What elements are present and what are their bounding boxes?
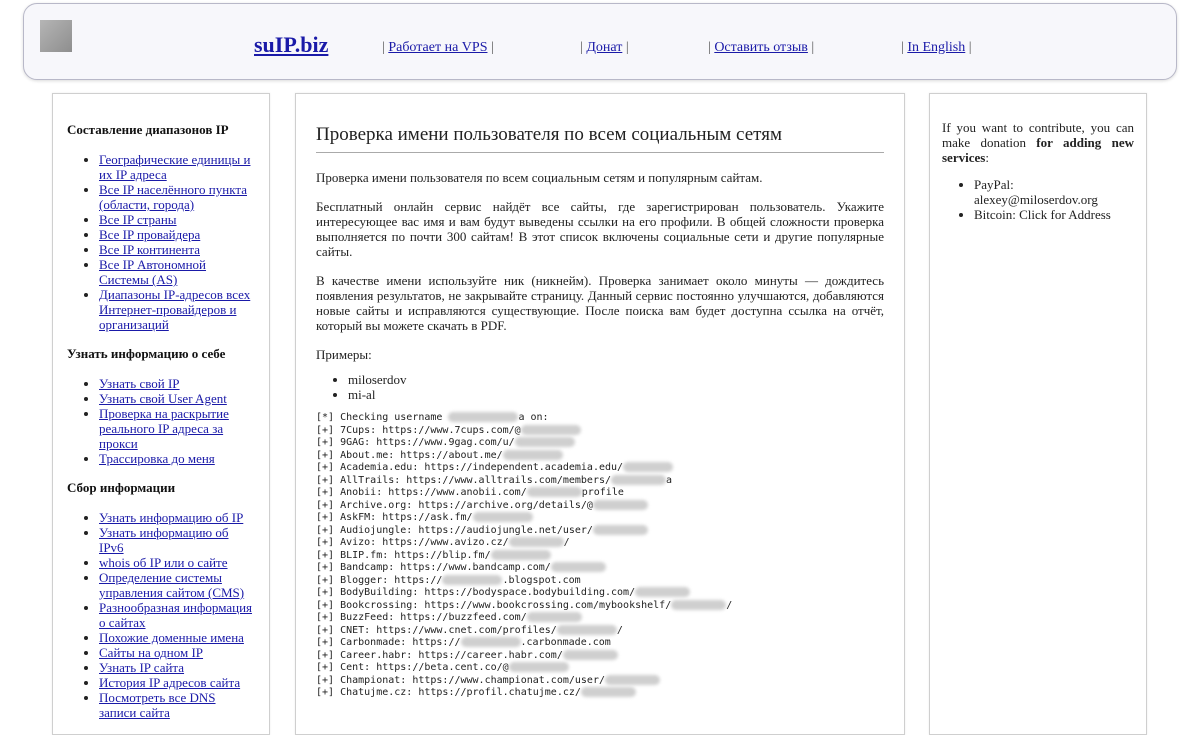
sidebar-link[interactable]: Все IP населённого пункта (области, города) <box>99 182 247 212</box>
sidebar-item <box>99 570 255 600</box>
nav-link-feedback[interactable]: Оставить отзыв <box>714 40 808 55</box>
examples-list <box>316 372 884 402</box>
sidebar-link[interactable]: Все IP провайдера <box>99 227 201 242</box>
redacted-username <box>593 525 648 535</box>
redacted-username <box>557 625 617 635</box>
log-line: [+] Bandcamp: https://www.bandcamp.com/ <box>316 562 884 575</box>
log-line: [+] About.me: https://about.me/ <box>316 450 884 463</box>
sidebar-item <box>99 257 255 287</box>
log-line: [+] 7Cups: https://www.7cups.com/@ <box>316 425 884 438</box>
log-line: [+] BuzzFeed: https://buzzfeed.com/ <box>316 612 884 625</box>
redacted-username <box>527 487 582 497</box>
sidebar-link[interactable]: Узнать IP сайта <box>99 660 185 675</box>
sidebar-item <box>99 675 255 690</box>
donation-bitcoin[interactable]: • Bitcoin: Click for Address <box>974 207 1134 222</box>
redacted-username <box>605 675 660 685</box>
donation-highlight: for adding new services <box>942 135 1134 165</box>
sidebar-item <box>99 660 255 675</box>
sidebar-item <box>99 152 255 182</box>
sidebar-item <box>99 690 255 720</box>
log-line: [+] Blogger: https:// .blogspot.com <box>316 574 581 586</box>
log-line: [+] BLIP.fm: https://blip.fm/ <box>316 550 884 563</box>
sidebar-link[interactable]: Похожие доменные имена <box>99 630 244 645</box>
log-line: [+] AllTrails: https://www.alltrails.com/members/ a <box>316 474 673 486</box>
page-title: Проверка имени пользователя по всем социальным сетям <box>316 124 884 153</box>
sidebar-link[interactable]: Географические единицы и их IP адреса <box>99 152 251 182</box>
sidebar-link[interactable]: Узнать информацию об IP <box>99 510 244 525</box>
sidebar-item <box>99 287 255 332</box>
redacted-username <box>623 462 673 472</box>
sidebar-list <box>67 152 255 332</box>
redacted-username <box>491 550 551 560</box>
example-item: • mi-al <box>348 387 884 402</box>
sidebar-link[interactable]: Трассировка до меня <box>99 451 215 466</box>
log-line: [+] Cent: https://beta.cent.co/@ <box>316 662 884 675</box>
redacted-username <box>442 575 502 585</box>
sidebar-link[interactable]: Все IP континента <box>99 242 200 257</box>
sidebar-link[interactable]: Разнообразная информация о сайтах <box>99 600 253 630</box>
log-line: [+] Archive.org: https://archive.org/details/@ <box>316 500 884 513</box>
redacted-username <box>593 500 648 510</box>
examples-label: Примеры: <box>316 347 372 362</box>
log-line: [+] Avizo: https://www.avizo.cz/ / <box>316 537 570 548</box>
sidebar-item <box>99 406 255 451</box>
sidebar-content <box>53 94 269 720</box>
log-line: [+] 9GAG: https://www.9gag.com/u/ <box>316 437 884 450</box>
log-line: [+] Carbonmade: https:// .carbonmade.com <box>316 637 611 648</box>
nav-item-vps: | Работает на VPS | <box>382 40 494 55</box>
sidebar-link[interactable]: Узнать свой User Agent <box>99 391 227 406</box>
redacted-username <box>671 600 726 610</box>
redacted-username <box>527 612 582 622</box>
log-line: [+] CNET: https://www.cnet.com/profiles/ / <box>316 624 623 636</box>
redacted-username <box>521 425 581 435</box>
sidebar-link[interactable]: Определение системы управления сайтом (CMS) <box>99 570 245 600</box>
sidebar-link[interactable]: История IP адресов сайта <box>99 675 241 690</box>
sidebar-section-title: Узнать информацию о себе <box>67 346 226 361</box>
nav-item-donate: | Донат | <box>580 40 629 55</box>
log-line: [+] BodyBuilding: https://bodyspace.bodybuilding.com/ <box>316 587 884 600</box>
log-line: [+] Championat: https://www.championat.com/user/ <box>316 675 884 688</box>
donation-intro: If you want to contribute, you can make donation for adding new services: <box>942 120 1134 165</box>
nav-link-english[interactable]: In English <box>907 40 966 55</box>
redacted-username <box>551 562 606 572</box>
redacted-username <box>509 537 564 547</box>
example-item: • miloserdov <box>348 372 884 387</box>
nav-item-feedback: | Оставить отзыв | <box>708 40 815 55</box>
sidebar-list <box>67 510 255 720</box>
sidebar-item <box>99 451 255 466</box>
sidebar-item <box>99 182 255 212</box>
redacted-username <box>515 437 575 447</box>
sidebar-list <box>67 376 255 466</box>
brand-link[interactable]: suIP.biz <box>254 32 329 57</box>
log-line: [+] Bookcrossing: https://www.bookcrossing.com/mybookshelf/ / <box>316 599 733 611</box>
sidebar <box>52 93 270 735</box>
redacted-username <box>509 662 569 672</box>
donation-paypal: • PayPal: alexey@miloserdov.org <box>974 177 1134 207</box>
sidebar-item <box>99 525 255 555</box>
redacted-username <box>563 650 618 660</box>
redacted-username <box>611 475 666 485</box>
sidebar-link[interactable]: Узнать информацию об IPv6 <box>99 525 229 555</box>
sidebar-item <box>99 555 255 570</box>
log-line: [+] Career.habr: https://career.habr.com/ <box>316 650 884 663</box>
redacted-username <box>461 637 521 647</box>
sidebar-item <box>99 645 255 660</box>
sidebar-item <box>99 227 255 242</box>
redacted-username <box>448 412 518 422</box>
sidebar-link[interactable]: Диапазоны IP-адресов всех Интернет-провайдеров и организаций <box>99 287 251 332</box>
sidebar-item <box>99 630 255 645</box>
sidebar-section-title: Сбор информации <box>67 480 176 495</box>
logo-icon <box>40 20 72 52</box>
sidebar-link[interactable]: Посмотреть все DNS записи сайта <box>99 690 216 720</box>
log-line: [+] Chatujme.cz: https://profil.chatujme.cz/ <box>316 687 884 700</box>
nav-link-vps[interactable]: Работает на VPS <box>388 40 488 55</box>
redacted-username <box>473 512 533 522</box>
sidebar-link[interactable]: Все IP страны <box>99 212 177 227</box>
sidebar-item <box>99 376 255 391</box>
sidebar-section-title: Составление диапазонов IP <box>67 122 229 137</box>
sidebar-link[interactable]: Узнать свой IP <box>99 376 180 391</box>
intro-paragraph: Проверка имени пользователя по всем социальным сетям и популярным сайтам. <box>316 170 763 185</box>
redacted-username <box>581 687 636 697</box>
redacted-username <box>503 450 563 460</box>
description-paragraph: Бесплатный онлайн сервис найдёт все сайты, где зарегистрирован пользователь. Укажите интересующее вас имя и вам будут выведены ссылки на его профили. В общей сложности проверка выполняется по почти 300 сайтам! В этот список включены социальные сети и другие популярные сайты. <box>316 199 884 259</box>
log-line: [+] Anobii: https://www.anobii.com/ profile <box>316 487 624 498</box>
nav-link-donate[interactable]: Донат <box>586 40 623 55</box>
sidebar-item <box>99 242 255 257</box>
results-log <box>316 412 884 700</box>
site-header <box>23 3 1177 80</box>
log-line: [*] Checking username a on: <box>316 412 549 423</box>
donation-panel <box>929 93 1147 735</box>
nav-item-english: | In English | <box>901 40 972 55</box>
redacted-username <box>635 587 690 597</box>
main-content <box>295 93 905 735</box>
sidebar-link[interactable]: Все IP Автономной Системы (AS) <box>99 257 207 287</box>
usage-paragraph: В качестве имени используйте ник (никнейм). Проверка занимает около минуты — дождитесь появления результатов, не закрывайте страницу. Данный сервис постоянно улучшаются, добавляются новые сайты и исправляются существующие. После поиска вам будет доступна ссылка на отчёт, который вы можете скачать в PDF. <box>316 273 884 333</box>
sidebar-item <box>99 212 255 227</box>
sidebar-link[interactable]: Сайты на одном IP <box>99 645 204 660</box>
sidebar-item <box>99 600 255 630</box>
log-line: [+] AskFM: https://ask.fm/ <box>316 512 884 525</box>
log-line: [+] Academia.edu: https://independent.academia.edu/ <box>316 462 884 475</box>
donation-list <box>942 177 1134 222</box>
sidebar-item <box>99 510 255 525</box>
sidebar-link[interactable]: whois об IP или о сайте <box>99 555 228 570</box>
sidebar-link[interactable]: Проверка на раскрытие реального IP адреса за прокси <box>99 406 229 451</box>
log-line: [+] Audiojungle: https://audiojungle.net/user/ <box>316 525 884 538</box>
sidebar-item <box>99 391 255 406</box>
